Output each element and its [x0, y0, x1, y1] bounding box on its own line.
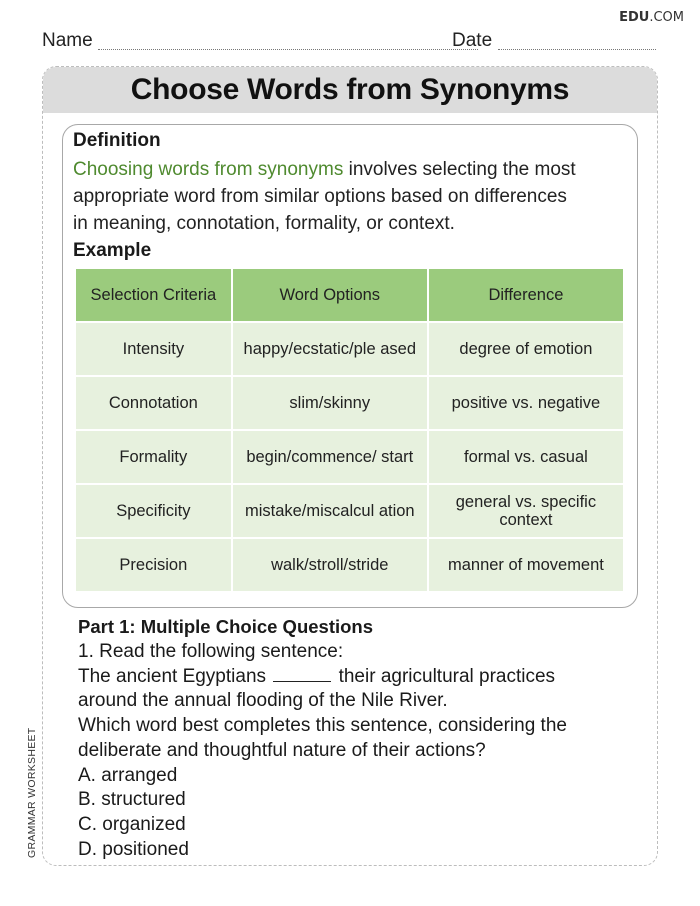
column-header: Word Options — [233, 269, 427, 321]
definition-line-3: in meaning, connotation, formality, or context. — [73, 213, 455, 234]
name-field[interactable] — [98, 49, 478, 50]
date-label: Date — [452, 30, 493, 51]
table-cell: walk/stroll/stride — [233, 539, 427, 591]
page-title: Choose Words from Synonyms — [130, 73, 570, 106]
question-prompt-line-2: deliberate and thoughtful nature of their actions? — [78, 739, 486, 761]
name-label: Name — [42, 30, 93, 51]
definition-line-1-rest: involves selecting the most — [343, 159, 576, 180]
definition-line-1 — [73, 156, 633, 183]
example-heading: Example — [73, 240, 152, 261]
table-cell: Specificity — [76, 485, 231, 537]
option-d[interactable]: D. positioned — [78, 838, 189, 860]
table-cell: Formality — [76, 431, 231, 483]
table-cell: Intensity — [76, 323, 231, 375]
table-cell: positive vs. negative — [429, 377, 623, 429]
logo-edu: EDU — [619, 10, 650, 25]
definition-term: Choosing words from synonyms — [73, 159, 344, 180]
table-cell: begin/commence/ start — [233, 431, 427, 483]
table-cell: manner of movement — [429, 539, 623, 591]
table-row — [76, 377, 623, 429]
table-cell: Connotation — [76, 377, 231, 429]
sentence-end: their agricultural practices — [333, 665, 556, 687]
part1-heading: Part 1: Multiple Choice Questions — [78, 616, 374, 637]
sentence-start: The ancient Egyptians — [78, 665, 267, 687]
question-instruction: 1. Read the following sentence: — [78, 641, 344, 662]
side-label: GRAMMAR WORKSHEET — [26, 727, 38, 858]
title-bar — [43, 67, 657, 113]
question-1 — [78, 640, 638, 862]
table-row — [76, 323, 623, 375]
option-a[interactable]: A. arranged — [78, 764, 178, 786]
question-prompt-line-1: Which word best completes this sentence, considering the — [78, 715, 567, 737]
definition-text — [73, 156, 633, 237]
table-row — [76, 485, 623, 537]
table-cell: general vs. specific context — [429, 485, 623, 537]
table-cell: Precision — [76, 539, 231, 591]
option-c[interactable]: C. organized — [78, 813, 186, 835]
table-header-row — [76, 269, 623, 321]
table-cell: slim/skinny — [233, 377, 427, 429]
table-row — [76, 539, 623, 591]
column-header: Selection Criteria — [76, 269, 231, 321]
question-sentence-line-1 — [78, 665, 638, 690]
table-row — [76, 431, 623, 483]
logo-com: .COM — [649, 10, 684, 25]
question-sentence-line-2: around the annual flooding of the Nile River. — [78, 690, 448, 712]
edu-logo — [619, 10, 684, 25]
table-cell: mistake/miscalcul ation — [233, 485, 427, 537]
definition-heading: Definition — [73, 130, 161, 151]
name-date-row — [42, 30, 656, 54]
answer-blank[interactable] — [273, 667, 331, 682]
column-header: Difference — [429, 269, 623, 321]
synonym-table — [74, 267, 625, 593]
table-cell: formal vs. casual — [429, 431, 623, 483]
definition-line-2: appropriate word from similar options based on differences — [73, 186, 567, 207]
table-cell: degree of emotion — [429, 323, 623, 375]
date-field[interactable] — [498, 49, 656, 50]
table-cell: happy/ecstatic/ple ased — [233, 323, 427, 375]
option-b[interactable]: B. structured — [78, 789, 186, 811]
